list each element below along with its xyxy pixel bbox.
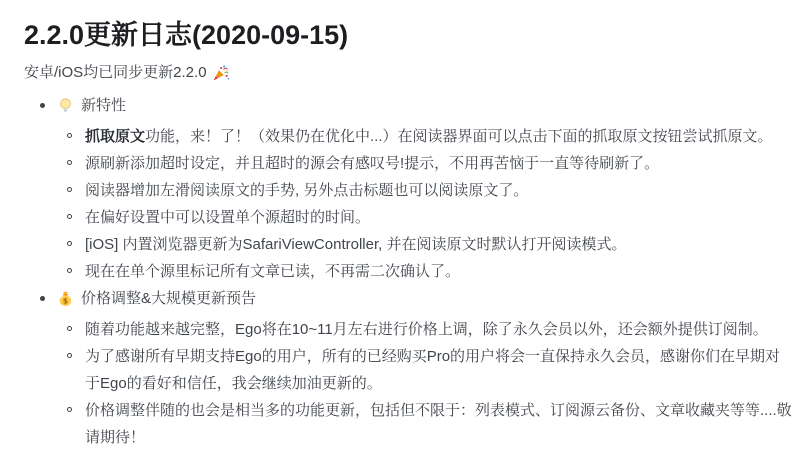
subtitle-text: 安卓/iOS均已同步更新2.2.0 <box>24 64 207 81</box>
light-bulb-icon <box>57 97 74 114</box>
changelog-item <box>57 231 792 258</box>
item-text: 随着功能越来越完整，Ego将在10~11月左右进行价格上调，除了永久会员以外，还会额外提供订阅制。 <box>85 321 768 338</box>
item-text: 功能，来！了！（效果仍在优化中...）在阅读器界面可以点击下面的抓取原文按钮尝试抓原文。 <box>145 128 773 145</box>
section-item-new-features <box>24 92 792 285</box>
item-text: 现在在单个源里标记所有文章已读，不再需二次确认了。 <box>85 263 461 280</box>
changelog-item-list <box>57 316 792 451</box>
party-popper-icon <box>212 64 230 82</box>
bullet-ring-icon <box>67 353 72 358</box>
changelog-item <box>57 177 792 204</box>
bullet-ring-icon <box>67 214 72 219</box>
bullet-ring-icon <box>67 407 72 412</box>
bullet-ring-icon <box>67 133 72 138</box>
changelog-item-list <box>57 123 792 285</box>
changelog-section-list <box>24 92 792 451</box>
item-text: [iOS] 内置浏览器更新为SafariViewController, 并在阅读原文时默认打开阅读模式。 <box>85 236 627 253</box>
changelog-item <box>57 316 792 343</box>
changelog-item <box>57 258 792 285</box>
bullet-ring-icon <box>67 187 72 192</box>
section-heading <box>57 285 256 312</box>
item-text: 价格调整伴随的也会是相当多的功能更新，包括但不限于：列表模式、订阅源云备份、文章收藏夹等等....敬请期待！ <box>85 402 792 446</box>
item-text: 源刷新添加超时设定，并且超时的源会有感叹号!提示，不用再苦恼于一直等待刷新了。 <box>85 155 660 172</box>
item-bold-text: 抓取原文 <box>85 128 146 145</box>
changelog-item <box>57 204 792 231</box>
bullet-dot-icon <box>40 296 45 301</box>
section-item-pricing <box>24 285 792 451</box>
money-bag-icon <box>57 290 74 307</box>
bullet-ring-icon <box>67 326 72 331</box>
subtitle <box>24 63 792 83</box>
changelog-item <box>57 123 792 150</box>
svg-text:$: $ <box>62 296 69 306</box>
item-text: 在偏好设置中可以设置单个源超时的时间。 <box>85 209 371 226</box>
item-text: 为了感谢所有早期支持Ego的用户，所有的已经购买Pro的用户将会一直保持永久会员，感谢你们在早期对于Ego的看好和信任，我会继续加油更新的。 <box>85 348 781 392</box>
section-heading-label: 新特性 <box>81 97 127 114</box>
page-title: 2.2.0更新日志(2020-09-15) <box>24 20 349 50</box>
changelog-item <box>57 397 792 451</box>
changelog-item <box>57 343 792 397</box>
section-heading <box>57 92 126 119</box>
bullet-ring-icon <box>67 241 72 246</box>
bullet-dot-icon <box>40 103 45 108</box>
changelog-item <box>57 150 792 177</box>
section-heading-label: 价格调整&大规模更新预告 <box>81 290 257 307</box>
bullet-ring-icon <box>67 268 72 273</box>
bullet-ring-icon <box>67 160 72 165</box>
item-text: 阅读器增加左滑阅读原文的手势, 另外点击标题也可以阅读原文了。 <box>85 182 529 199</box>
